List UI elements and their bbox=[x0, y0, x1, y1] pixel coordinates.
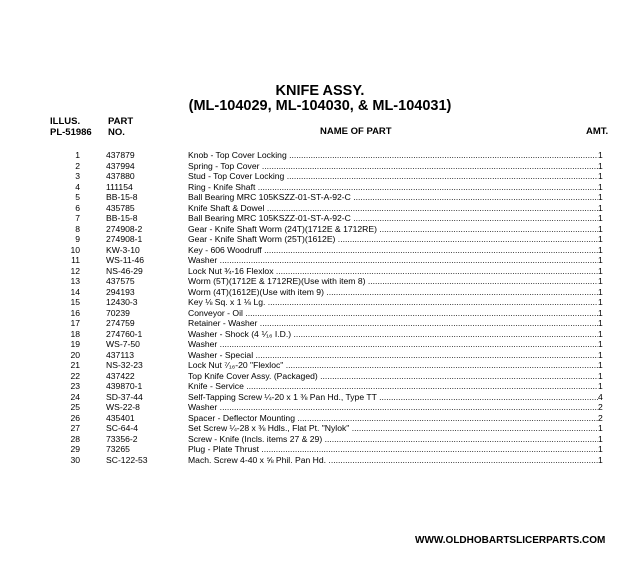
part-number: 274908-1 bbox=[106, 234, 143, 244]
part-number: 274759 bbox=[106, 318, 135, 328]
part-amount: 1 bbox=[598, 181, 603, 192]
part-name: Knife Shaft & Dowel ..... bbox=[188, 203, 598, 214]
illus-number: 6 bbox=[75, 202, 80, 213]
table-row bbox=[0, 171, 640, 182]
header-part-no bbox=[108, 116, 133, 138]
part-amount: 1 bbox=[598, 171, 603, 181]
part-amount: 1 bbox=[598, 297, 603, 307]
part-number: WS-22-8 bbox=[106, 402, 140, 412]
part-number: 437994 bbox=[106, 160, 135, 171]
part-name: Ball Bearing MRC 105KSZZ-01-ST-A-92-C ..... bbox=[188, 192, 598, 203]
illus-number: 13 bbox=[70, 276, 80, 286]
title-line-1: KNIFE ASSY. bbox=[275, 83, 365, 99]
part-amount: 1 bbox=[598, 339, 603, 349]
part-name: Lock Nut ¾-16 Flexlox ..... bbox=[188, 266, 598, 277]
illus-number: 30 bbox=[70, 454, 80, 465]
part-amount: 1 bbox=[598, 244, 603, 255]
part-number: SC-122-53 bbox=[106, 454, 148, 465]
title-line-2: (ML-104029, ML-104030, & ML-104031) bbox=[188, 98, 452, 114]
part-number: BB-15-8 bbox=[106, 192, 138, 202]
part-amount: 1 bbox=[598, 255, 603, 265]
part-name: Ring - Knife Shaft ..... bbox=[188, 182, 598, 193]
part-name: Set Screw ¼-28 x ⅜ Hdls., Flat Pt. "Nylok" ..... bbox=[188, 423, 598, 434]
table-row bbox=[0, 150, 640, 161]
header-illus bbox=[50, 116, 92, 138]
part-amount: 1 bbox=[598, 423, 603, 433]
part-number: 437879 bbox=[106, 150, 135, 160]
part-name: Self-Tapping Screw ¼-20 x 1 ⅜ Pan Hd., Type TT ..... bbox=[188, 392, 598, 403]
table-row bbox=[0, 224, 640, 235]
illus-number: 4 bbox=[75, 181, 80, 192]
illus-number: 17 bbox=[70, 318, 80, 328]
table-row bbox=[0, 360, 640, 371]
part-name: Key - 606 Woodruff ..... bbox=[188, 245, 598, 256]
part-number: 12430-3 bbox=[106, 297, 138, 307]
part-name: Stud - Top Cover Locking ..... bbox=[188, 171, 598, 182]
illus-number: 11 bbox=[71, 255, 80, 265]
header-part-line-1: PART bbox=[108, 116, 134, 127]
illus-number: 7 bbox=[75, 213, 80, 223]
part-number: 435401 bbox=[106, 412, 135, 423]
table-row bbox=[0, 392, 640, 403]
illus-number: 23 bbox=[70, 381, 80, 391]
part-name: Key ⅛ Sq. x 1 ⅛ Lg. ..... bbox=[188, 297, 598, 308]
parts-list bbox=[0, 150, 640, 465]
part-number: 73356-2 bbox=[106, 433, 138, 444]
part-amount: 1 bbox=[598, 360, 603, 370]
illus-number: 19 bbox=[70, 339, 80, 349]
part-amount: 2 bbox=[598, 412, 603, 423]
part-name: Gear - Knife Shaft Worm (24T)(1712E & 1712RE) ..... bbox=[188, 224, 598, 235]
header-illus-line-1: ILLUS. bbox=[50, 116, 81, 127]
table-row bbox=[0, 434, 640, 445]
illus-number: 8 bbox=[75, 223, 80, 234]
part-number: 274908-2 bbox=[106, 223, 143, 234]
header-illus-line-2: PL-51986 bbox=[50, 127, 92, 138]
part-number: 435785 bbox=[106, 202, 135, 213]
table-row bbox=[0, 287, 640, 298]
illus-number: 22 bbox=[70, 370, 80, 381]
part-name: Knob - Top Cover Locking ..... bbox=[188, 150, 598, 161]
part-amount: 1 bbox=[598, 192, 603, 202]
part-amount: 2 bbox=[598, 402, 603, 412]
table-row bbox=[0, 329, 640, 340]
part-amount: 1 bbox=[598, 307, 603, 318]
part-number: 437880 bbox=[106, 171, 135, 181]
footer-url[interactable]: WWW.OLDHOBARTSLICERPARTS.COM bbox=[415, 535, 606, 546]
part-name: Washer - Shock (4 ⅟₁₆ I.D.) ..... bbox=[188, 329, 598, 340]
part-amount: 1 bbox=[598, 276, 603, 286]
header-amount: AMT. bbox=[586, 126, 609, 137]
part-name: Gear - Knife Shaft Worm (25T)(1612E) ..... bbox=[188, 234, 598, 245]
table-row bbox=[0, 371, 640, 382]
part-name: Knife - Service ..... bbox=[188, 381, 598, 392]
part-number: 439870-1 bbox=[106, 381, 143, 391]
part-name: Worm (5T)(1712E & 1712RE)(Use with item 8) ..... bbox=[188, 276, 598, 287]
part-amount: 1 bbox=[598, 454, 603, 465]
part-amount: 1 bbox=[598, 234, 603, 244]
table-row bbox=[0, 308, 640, 319]
part-name: Washer ..... bbox=[188, 402, 598, 413]
illus-number: 15 bbox=[70, 297, 80, 307]
table-row bbox=[0, 455, 640, 466]
illus-number: 10 bbox=[70, 244, 80, 255]
part-number: WS-11-46 bbox=[106, 255, 145, 265]
part-name: Washer ..... bbox=[188, 339, 598, 350]
illus-number: 2 bbox=[75, 160, 80, 171]
part-name: Lock Nut ⁷⁄₁₆-20 "Flexloc" ..... bbox=[188, 360, 598, 371]
part-number: 437422 bbox=[106, 370, 135, 381]
part-name: Conveyor - Oil ..... bbox=[188, 308, 598, 319]
table-row bbox=[0, 381, 640, 392]
table-row bbox=[0, 350, 640, 361]
part-number: 437113 bbox=[106, 349, 135, 360]
illus-number: 5 bbox=[75, 192, 80, 202]
part-amount: 1 bbox=[598, 202, 603, 213]
illus-number: 29 bbox=[70, 444, 80, 454]
table-row bbox=[0, 266, 640, 277]
table-row bbox=[0, 255, 640, 266]
table-row bbox=[0, 203, 640, 214]
illus-number: 9 bbox=[75, 234, 80, 244]
part-number: NS-32-23 bbox=[106, 360, 143, 370]
part-amount: 1 bbox=[598, 328, 603, 339]
part-amount: 1 bbox=[598, 265, 603, 276]
part-number: 274760-1 bbox=[106, 328, 143, 339]
part-amount: 1 bbox=[598, 370, 603, 381]
part-amount: 1 bbox=[598, 318, 603, 328]
part-number: 111154 bbox=[106, 181, 133, 192]
table-row bbox=[0, 234, 640, 245]
part-number: NS-46-29 bbox=[106, 265, 143, 276]
part-amount: 1 bbox=[598, 444, 603, 454]
part-number: SC-64-4 bbox=[106, 423, 138, 433]
illus-number: 25 bbox=[70, 402, 80, 412]
table-row bbox=[0, 161, 640, 172]
header-part-line-2: NO. bbox=[108, 127, 125, 138]
part-number: SD-37-44 bbox=[106, 391, 143, 402]
part-number: 73265 bbox=[106, 444, 130, 454]
part-name: Mach. Screw 4-40 x ⅝ Phil. Pan Hd. ..... bbox=[188, 455, 598, 466]
table-row bbox=[0, 213, 640, 224]
table-row bbox=[0, 297, 640, 308]
illus-number: 20 bbox=[70, 349, 80, 360]
table-row bbox=[0, 192, 640, 203]
part-name: Top Knife Cover Assy. (Packaged) ..... bbox=[188, 371, 598, 382]
part-name: Plug - Plate Thrust ..... bbox=[188, 444, 598, 455]
part-amount: 1 bbox=[598, 150, 603, 160]
part-name: Retainer - Washer ..... bbox=[188, 318, 598, 329]
part-number: 70239 bbox=[106, 307, 130, 318]
illus-number: 18 bbox=[70, 328, 80, 339]
part-name: Washer ..... bbox=[188, 255, 598, 266]
illus-number: 27 bbox=[70, 423, 80, 433]
illus-number: 21 bbox=[70, 360, 80, 370]
part-amount: 1 bbox=[598, 381, 603, 391]
part-amount: 1 bbox=[598, 160, 603, 171]
table-row bbox=[0, 245, 640, 256]
part-name: Ball Bearing MRC 105KSZZ-01-ST-A-92-C ..... bbox=[188, 213, 598, 224]
table-row bbox=[0, 339, 640, 350]
part-number: BB-15-8 bbox=[106, 213, 138, 223]
part-amount: 1 bbox=[598, 433, 603, 444]
illus-number: 24 bbox=[70, 391, 80, 402]
part-amount: 1 bbox=[598, 213, 603, 223]
illus-number: 28 bbox=[70, 433, 80, 444]
part-number: 294193 bbox=[106, 286, 135, 297]
part-number: KW-3-10 bbox=[106, 244, 140, 255]
part-number: 437575 bbox=[106, 276, 135, 286]
table-row bbox=[0, 182, 640, 193]
part-name: Screw - Knife (Incls. items 27 & 29) ..... bbox=[188, 434, 598, 445]
part-name: Spacer - Deflector Mounting ..... bbox=[188, 413, 598, 424]
illus-number: 16 bbox=[70, 307, 80, 318]
table-row bbox=[0, 444, 640, 455]
table-row bbox=[0, 423, 640, 434]
part-name: Spring - Top Cover ..... bbox=[188, 161, 598, 172]
illus-number: 1 bbox=[75, 150, 80, 160]
part-amount: 1 bbox=[598, 286, 603, 297]
part-amount: 1 bbox=[598, 223, 603, 234]
part-name: Worm (4T)(1612E)(Use with item 9) ..... bbox=[188, 287, 598, 298]
illus-number: 26 bbox=[70, 412, 80, 423]
header-name-of-part: NAME OF PART bbox=[320, 126, 392, 137]
table-row bbox=[0, 413, 640, 424]
part-amount: 1 bbox=[598, 349, 603, 360]
table-row bbox=[0, 318, 640, 329]
illus-number: 3 bbox=[75, 171, 80, 181]
table-row bbox=[0, 402, 640, 413]
table-row bbox=[0, 276, 640, 287]
illus-number: 12 bbox=[70, 265, 80, 276]
part-number: WS-7-50 bbox=[106, 339, 140, 349]
part-amount: 4 bbox=[598, 391, 603, 402]
part-name: Washer - Special ..... bbox=[188, 350, 598, 361]
illus-number: 14 bbox=[70, 286, 80, 297]
